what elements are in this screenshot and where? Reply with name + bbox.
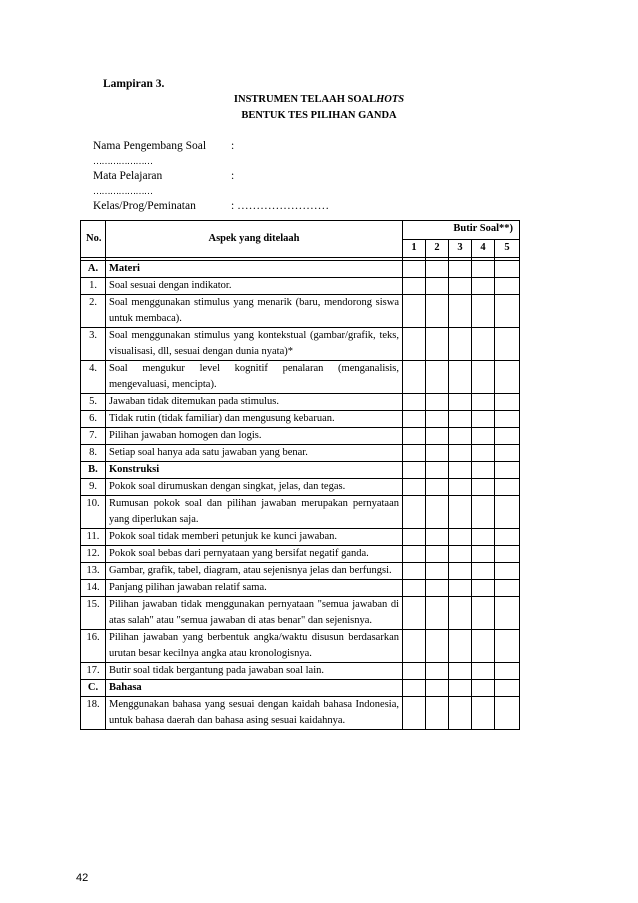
row-number: 11.	[81, 529, 106, 546]
aspect-text: Panjang pilihan jawaban relatif sama.	[106, 580, 403, 597]
check-cell-item-4[interactable]	[472, 428, 495, 445]
check-cell-item-2	[426, 462, 449, 479]
check-cell-item-2[interactable]	[426, 411, 449, 428]
table-row	[81, 328, 520, 361]
table-body	[81, 258, 520, 730]
check-cell-item-1	[403, 680, 426, 697]
check-cell-item-3[interactable]	[449, 445, 472, 462]
check-cell-item-4[interactable]	[472, 563, 495, 580]
check-cell-item-2[interactable]	[426, 697, 449, 730]
document-title-prefix: INSTRUMEN TELAAH SOAL	[233, 94, 377, 105]
check-cell-item-2[interactable]	[426, 496, 449, 529]
check-cell-item-5[interactable]	[495, 563, 520, 580]
check-cell-item-4[interactable]	[472, 361, 495, 394]
aspect-text: Soal menggunakan stimulus yang kontekstual (gambar/grafik, teks, visualisasi, dll, sesuai dengan dunia nyata)*	[106, 328, 403, 361]
check-cell-item-1[interactable]	[403, 361, 426, 394]
header-item-4: 4	[472, 239, 495, 258]
header-item-2: 2	[426, 239, 449, 258]
header-butir-soal: Butir Soal**)	[403, 221, 520, 240]
aspect-text: Soal menggunakan stimulus yang menarik (baru, mendorong siswa untuk membaca).	[106, 295, 403, 328]
check-cell-item-3[interactable]	[449, 394, 472, 411]
check-cell-item-3[interactable]	[449, 597, 472, 630]
table-row	[81, 529, 520, 546]
check-cell-item-3[interactable]	[449, 546, 472, 563]
check-cell-item-4	[472, 462, 495, 479]
aspect-text: Pilihan jawaban homogen dan logis.	[106, 428, 403, 445]
check-cell-item-3[interactable]	[449, 563, 472, 580]
table-row	[81, 597, 520, 630]
aspect-text: Menggunakan bahasa yang sesuai dengan kaidah bahasa Indonesia, untuk bahasa daerah dan bahasa asing sesuai kaidahnya.	[106, 697, 403, 730]
check-cell-item-3[interactable]	[449, 411, 472, 428]
aspect-text: Butir soal tidak bergantung pada jawaban soal lain.	[106, 663, 403, 680]
class-value[interactable]: : ……………………	[231, 200, 330, 212]
review-table	[80, 220, 520, 730]
check-cell-item-5[interactable]	[495, 663, 520, 680]
row-number: 8.	[81, 445, 106, 462]
check-cell-item-4[interactable]	[472, 278, 495, 295]
section-row	[81, 261, 520, 278]
check-cell-item-5[interactable]	[495, 278, 520, 295]
check-cell-item-5[interactable]	[495, 445, 520, 462]
header-aspek: Aspek yang ditelaah	[106, 221, 403, 258]
check-cell-item-1[interactable]	[403, 445, 426, 462]
developer-colon: :	[231, 140, 235, 152]
check-cell-item-1[interactable]	[403, 597, 426, 630]
aspect-text: Tidak rutin (tidak familiar) dan mengusung kebaruan.	[106, 411, 403, 428]
header-no: No.	[81, 221, 106, 258]
aspect-text: Pilihan jawaban tidak menggunakan pernyataan "semua jawaban di atas salah" atau "semua jawaban di atas benar" dan sejenisnya.	[106, 597, 403, 630]
aspect-text: Pokok soal bebas dari pernyataan yang bersifat negatif ganda.	[106, 546, 403, 563]
row-number: 10.	[81, 496, 106, 529]
check-cell-item-2[interactable]	[426, 445, 449, 462]
check-cell-item-4[interactable]	[472, 328, 495, 361]
header-item-1: 1	[403, 239, 426, 258]
developer-blank[interactable]: …………………	[93, 156, 153, 166]
subject-label: Mata Pelajaran	[93, 170, 163, 182]
section-row	[81, 462, 520, 479]
check-cell-item-3[interactable]	[449, 361, 472, 394]
check-cell-item-2[interactable]	[426, 630, 449, 663]
section-letter: B.	[81, 462, 106, 479]
row-number: 6.	[81, 411, 106, 428]
check-cell-item-4[interactable]	[472, 295, 495, 328]
check-cell-item-3[interactable]	[449, 697, 472, 730]
row-number: 9.	[81, 479, 106, 496]
table-header-row	[81, 221, 520, 240]
check-cell-item-2[interactable]	[426, 546, 449, 563]
aspect-text: Pilihan jawaban yang berbentuk angka/waktu disusun berdasarkan urutan besar kecilnya angka atau kronologisnya.	[106, 630, 403, 663]
check-cell-item-4[interactable]	[472, 394, 495, 411]
table-row	[81, 697, 520, 730]
check-cell-item-1[interactable]	[403, 580, 426, 597]
check-cell-item-2[interactable]	[426, 479, 449, 496]
row-number: 3.	[81, 328, 106, 361]
check-cell-item-2[interactable]	[426, 295, 449, 328]
check-cell-item-2[interactable]	[426, 328, 449, 361]
check-cell-item-3[interactable]	[449, 428, 472, 445]
check-cell-item-1[interactable]	[403, 529, 426, 546]
table-row	[81, 445, 520, 462]
check-cell-item-4[interactable]	[472, 411, 495, 428]
check-cell-item-5[interactable]	[495, 411, 520, 428]
check-cell-item-4[interactable]	[472, 479, 495, 496]
check-cell-item-3[interactable]	[449, 663, 472, 680]
aspect-text: Gambar, grafik, tabel, diagram, atau sejenisnya jelas dan berfungsi.	[106, 563, 403, 580]
check-cell-item-1[interactable]	[403, 411, 426, 428]
aspect-text: Jawaban tidak ditemukan pada stimulus.	[106, 394, 403, 411]
table-row	[81, 295, 520, 328]
check-cell-item-3	[449, 680, 472, 697]
document-title-hots: HOTS	[376, 94, 405, 105]
section-row	[81, 680, 520, 697]
check-cell-item-5[interactable]	[495, 580, 520, 597]
table-row	[81, 428, 520, 445]
check-cell-item-5[interactable]	[495, 394, 520, 411]
row-number: 16.	[81, 630, 106, 663]
header-item-5: 5	[495, 239, 520, 258]
check-cell-item-5[interactable]	[495, 697, 520, 730]
check-cell-item-3[interactable]	[449, 479, 472, 496]
row-number: 12.	[81, 546, 106, 563]
row-number: 15.	[81, 597, 106, 630]
check-cell-item-5	[495, 261, 520, 278]
section-title: Materi	[106, 261, 403, 278]
aspect-text: Soal sesuai dengan indikator.	[106, 278, 403, 295]
page-number: 42	[76, 872, 89, 884]
check-cell-item-5[interactable]	[495, 295, 520, 328]
check-cell-item-4	[472, 680, 495, 697]
row-number: 14.	[81, 580, 106, 597]
table-row	[81, 394, 520, 411]
table-row	[81, 630, 520, 663]
check-cell-item-1[interactable]	[403, 546, 426, 563]
check-cell-item-3[interactable]	[449, 630, 472, 663]
check-cell-item-3[interactable]	[449, 295, 472, 328]
class-label: Kelas/Prog/Peminatan	[93, 200, 196, 212]
section-title: Bahasa	[106, 680, 403, 697]
check-cell-item-4[interactable]	[472, 580, 495, 597]
table-row	[81, 496, 520, 529]
check-cell-item-2[interactable]	[426, 563, 449, 580]
aspect-text: Rumusan pokok soal dan pilihan jawaban merupakan pernyataan yang diperlukan saja.	[106, 496, 403, 529]
check-cell-item-2[interactable]	[426, 597, 449, 630]
check-cell-item-1[interactable]	[403, 663, 426, 680]
row-number: 13.	[81, 563, 106, 580]
check-cell-item-2[interactable]	[426, 361, 449, 394]
header-item-3: 3	[449, 239, 472, 258]
document-subtitle: BENTUK TES PILIHAN GANDA	[241, 110, 397, 121]
document-title	[0, 94, 638, 105]
check-cell-item-1[interactable]	[403, 630, 426, 663]
check-cell-item-1[interactable]	[403, 278, 426, 295]
table-row	[81, 361, 520, 394]
check-cell-item-1	[403, 261, 426, 278]
aspect-text: Pokok soal dirumuskan dengan singkat, jelas, dan tegas.	[106, 479, 403, 496]
developer-label: Nama Pengembang Soal	[93, 140, 207, 152]
check-cell-item-2[interactable]	[426, 278, 449, 295]
table-row	[81, 479, 520, 496]
check-cell-item-5[interactable]	[495, 496, 520, 529]
row-number: 7.	[81, 428, 106, 445]
check-cell-item-5[interactable]	[495, 361, 520, 394]
check-cell-item-2	[426, 261, 449, 278]
check-cell-item-5[interactable]	[495, 630, 520, 663]
check-cell-item-1[interactable]	[403, 496, 426, 529]
section-letter: A.	[81, 261, 106, 278]
subject-colon: :	[231, 170, 235, 182]
row-number: 1.	[81, 278, 106, 295]
check-cell-item-2[interactable]	[426, 663, 449, 680]
check-cell-item-3[interactable]	[449, 529, 472, 546]
check-cell-item-1[interactable]	[403, 697, 426, 730]
check-cell-item-5[interactable]	[495, 428, 520, 445]
table-row	[81, 580, 520, 597]
table-row	[81, 411, 520, 428]
check-cell-item-5[interactable]	[495, 479, 520, 496]
aspect-text: Soal mengukur level kognitif penalaran (menganalisis, mengevaluasi, mencipta).	[106, 361, 403, 394]
check-cell-item-1[interactable]	[403, 479, 426, 496]
aspect-text: Pokok soal tidak memberi petunjuk ke kunci jawaban.	[106, 529, 403, 546]
check-cell-item-2	[426, 680, 449, 697]
section-title: Konstruksi	[106, 462, 403, 479]
row-number: 17.	[81, 663, 106, 680]
check-cell-item-4[interactable]	[472, 697, 495, 730]
check-cell-item-2[interactable]	[426, 529, 449, 546]
check-cell-item-5	[495, 680, 520, 697]
check-cell-item-1[interactable]	[403, 394, 426, 411]
check-cell-item-5[interactable]	[495, 597, 520, 630]
table-row	[81, 278, 520, 295]
check-cell-item-3	[449, 462, 472, 479]
row-number: 4.	[81, 361, 106, 394]
check-cell-item-3[interactable]	[449, 278, 472, 295]
aspect-text: Setiap soal hanya ada satu jawaban yang benar.	[106, 445, 403, 462]
table-row	[81, 563, 520, 580]
check-cell-item-3	[449, 261, 472, 278]
subject-blank[interactable]: …………………	[93, 186, 153, 196]
check-cell-item-2[interactable]	[426, 428, 449, 445]
check-cell-item-4[interactable]	[472, 597, 495, 630]
check-cell-item-1	[403, 462, 426, 479]
check-cell-item-2[interactable]	[426, 580, 449, 597]
check-cell-item-5[interactable]	[495, 546, 520, 563]
check-cell-item-3[interactable]	[449, 328, 472, 361]
check-cell-item-1[interactable]	[403, 328, 426, 361]
appendix-label: Lampiran 3.	[103, 78, 165, 90]
check-cell-item-3[interactable]	[449, 580, 472, 597]
check-cell-item-1[interactable]	[403, 428, 426, 445]
check-cell-item-1[interactable]	[403, 563, 426, 580]
check-cell-item-4	[472, 261, 495, 278]
check-cell-item-5[interactable]	[495, 529, 520, 546]
table-row	[81, 546, 520, 563]
table-row	[81, 663, 520, 680]
check-cell-item-2[interactable]	[426, 394, 449, 411]
row-number: 18.	[81, 697, 106, 730]
row-number: 5.	[81, 394, 106, 411]
check-cell-item-5[interactable]	[495, 328, 520, 361]
check-cell-item-4[interactable]	[472, 496, 495, 529]
check-cell-item-4[interactable]	[472, 529, 495, 546]
check-cell-item-3[interactable]	[449, 496, 472, 529]
check-cell-item-5	[495, 462, 520, 479]
check-cell-item-4[interactable]	[472, 546, 495, 563]
check-cell-item-1[interactable]	[403, 295, 426, 328]
check-cell-item-4[interactable]	[472, 663, 495, 680]
check-cell-item-4[interactable]	[472, 630, 495, 663]
section-letter: C.	[81, 680, 106, 697]
check-cell-item-4[interactable]	[472, 445, 495, 462]
row-number: 2.	[81, 295, 106, 328]
